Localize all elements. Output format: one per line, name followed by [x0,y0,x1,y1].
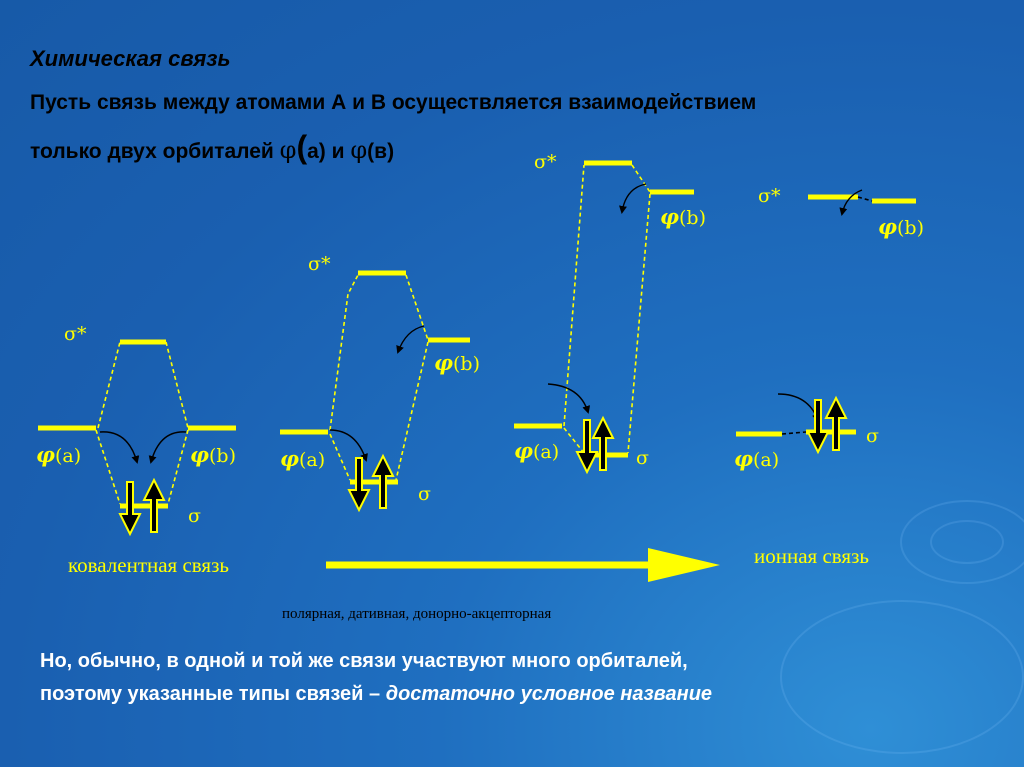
intro-b-part: (в) [367,140,395,163]
correlation-line [782,197,872,434]
sigma-star-label: σ* [308,253,331,275]
diagram-polar [280,253,480,510]
sigma-label: σ [188,505,201,527]
correlation-line [96,342,188,504]
conclusion-line-2 [40,683,712,706]
phi-a-label: φ(a) [36,442,82,467]
diagram-ionic [734,185,924,471]
sigma-label: σ [418,483,431,505]
phi-a-label: φ(a) [280,446,326,471]
sigma-star-label: σ* [64,323,87,345]
phi-b-label: φ(b) [190,442,237,467]
conclusion-plain: поэтому указанные типы связей – [40,683,386,705]
scale-arrow-head [648,548,720,582]
electron-transfer-arrow [842,190,862,214]
sigma-star-label: σ* [758,185,781,207]
diagram-dative [514,151,706,472]
sigma-star-label: σ* [534,151,557,173]
intro-line-1: Пусть связь между атомами А и В осуществляется взаимодействием [30,91,757,114]
covalent-bond-label: ковалентная связь [68,553,229,577]
phi-symbol: φ [350,136,368,164]
spin-down-arrow [577,420,597,472]
phi-b-label: φ(b) [878,214,925,239]
electron-transfer-arrow [548,384,588,412]
spin-up-arrow [826,398,846,450]
conclusion-emphasis: достаточно условное название [385,683,713,705]
correlation-line [330,275,428,480]
phi-a-label: φ(a) [514,438,560,463]
slide-heading: Химическая связь [30,46,231,71]
intro-prefix: только двух орбиталей [30,140,274,163]
phi-symbol: φ [279,136,297,164]
conclusion-line-1: Но, обычно, в одной и той же связи участвуют много орбиталей, [40,650,688,672]
electron-transfer-arrow [330,430,366,460]
electron-transfer-arrow [398,326,424,352]
phi-b-label: φ(b) [434,350,481,375]
bond-type-scale [68,544,869,622]
phi-b-label: φ(b) [660,204,707,229]
bond-types-label: полярная, дативная, донорно-акцепторная [282,606,552,622]
ionic-bond-label: ионная связь [754,544,869,568]
open-paren: ( [296,129,308,165]
sigma-label: σ [866,425,879,447]
intro-a-part: а) и [307,140,345,163]
electron-transfer-arrow [622,184,646,212]
electron-transfer-arrow [778,394,818,420]
spin-up-arrow [593,418,613,470]
diagram-covalent [36,323,236,534]
phi-a-label: φ(a) [734,446,780,471]
sigma-label: σ [636,447,649,469]
correlation-line [564,165,650,453]
